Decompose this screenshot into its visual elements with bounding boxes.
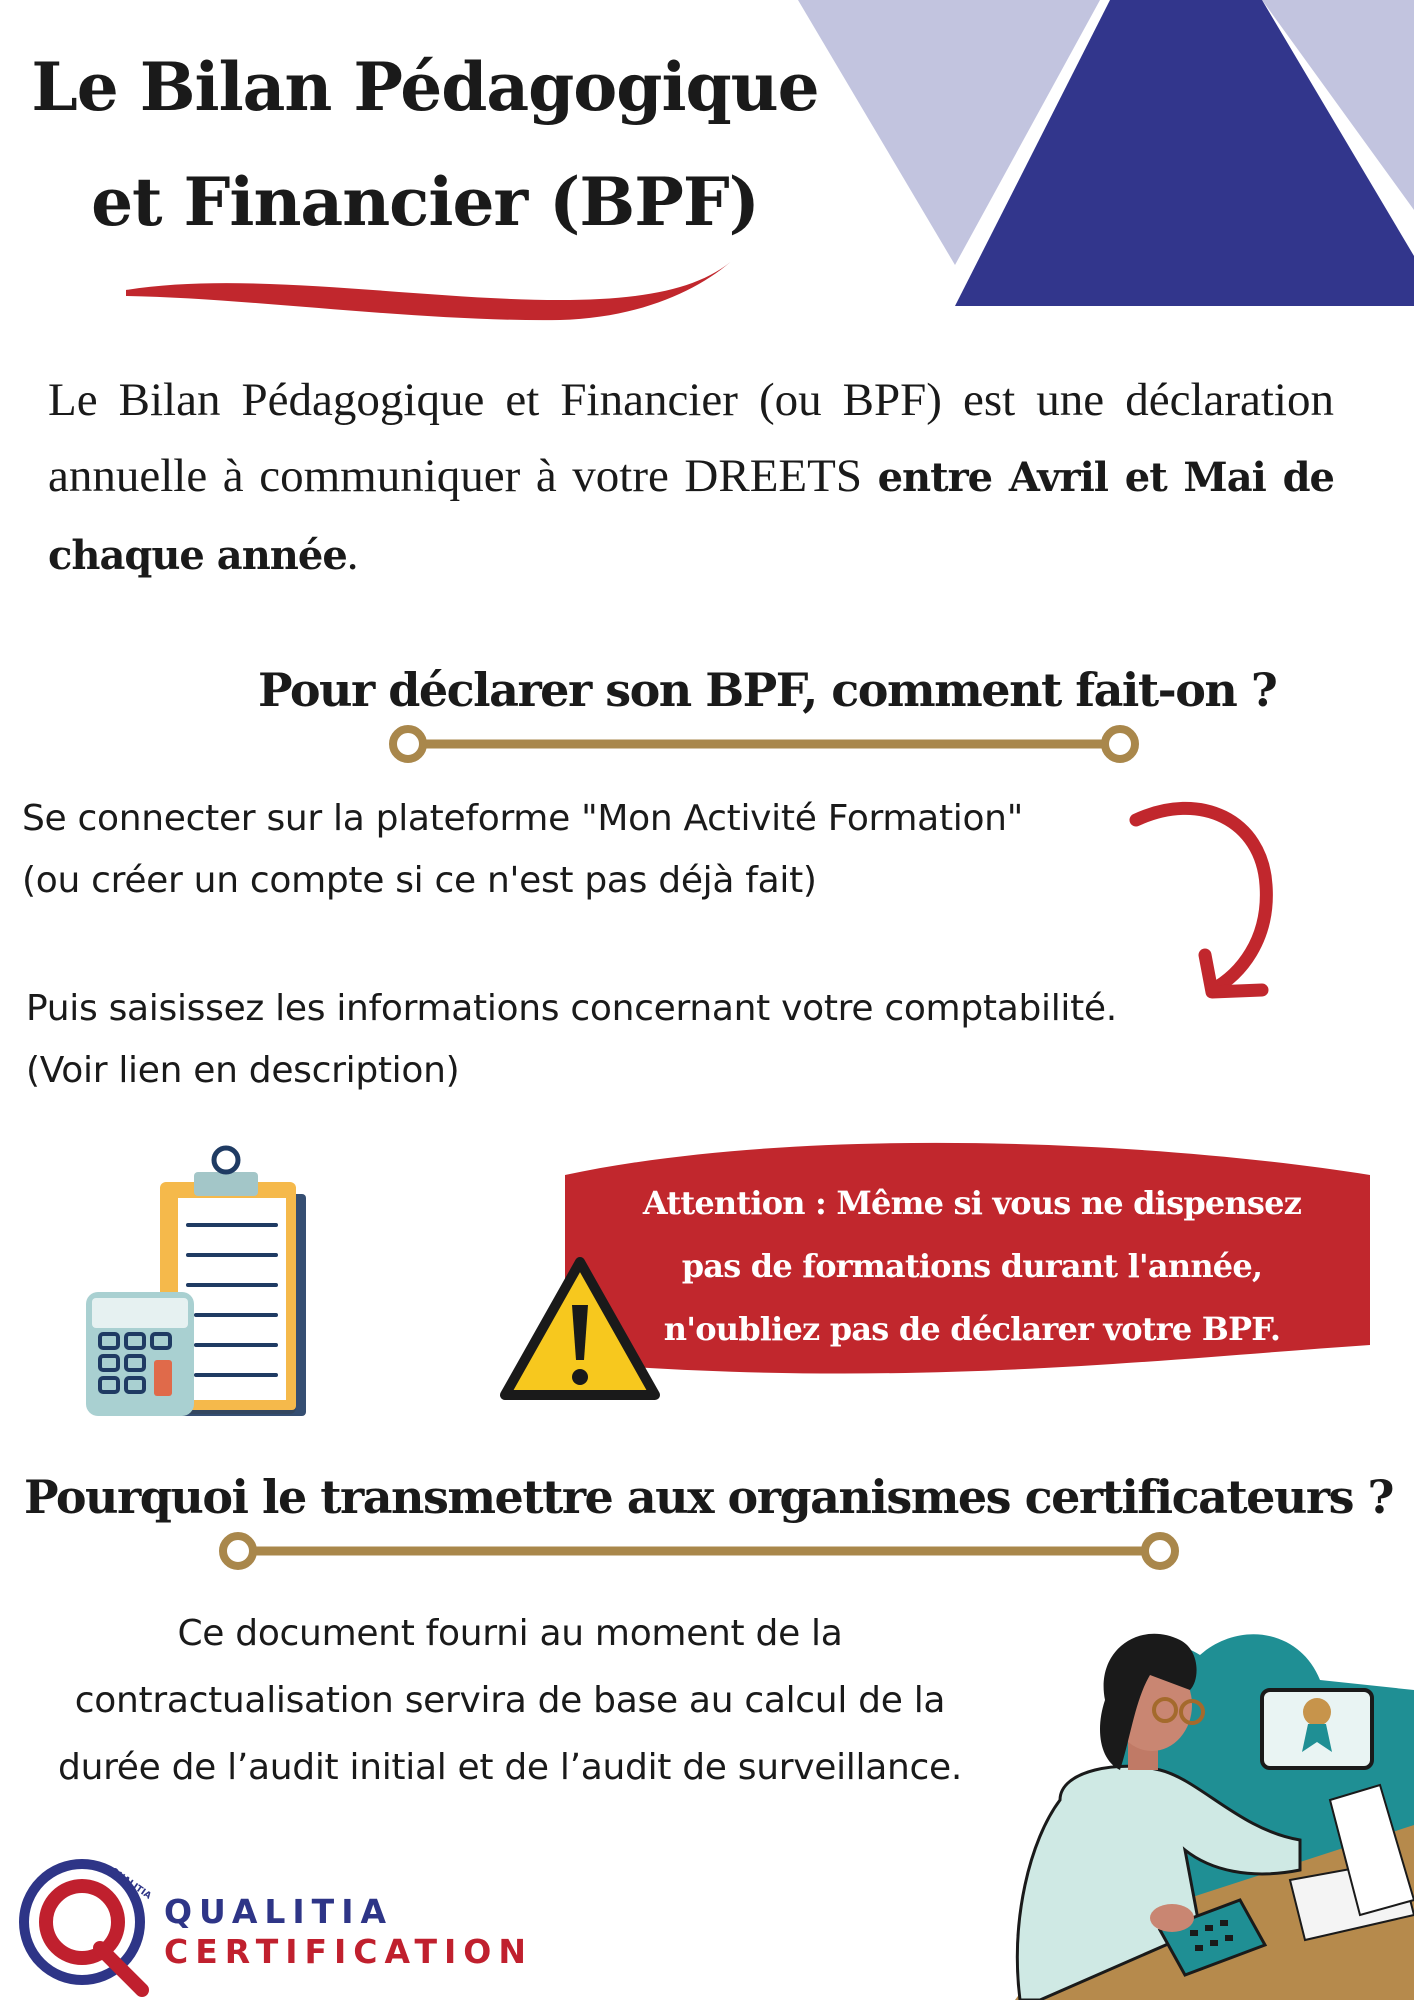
step-enter-info-line-1: Puis saisissez les informations concernant votre comptabilité. — [26, 988, 1117, 1029]
step-connect-line-1: Se connecter sur la plateforme "Mon Activité Formation" — [22, 798, 1023, 839]
warning-line-2: pas de formations durant l'année, — [681, 1247, 1263, 1285]
step-enter-info-line-2: (Voir lien en description) — [26, 1050, 460, 1091]
logo-name-bottom: CERTIFICATION — [164, 1932, 533, 1971]
step-connect-line-2: (ou créer un compte si ce n'est pas déjà fait) — [22, 860, 817, 901]
title-line-2: et Financier (BPF) — [91, 163, 759, 241]
intro-emphasis: entre Avril et Mai de chaque année — [48, 454, 1334, 579]
intro-text: Le Bilan Pédagogique et Financier (ou BPF) est une déclaration annuelle à communiquer à votre DREETS — [48, 374, 1334, 502]
qualitia-logo-icon — [0, 0, 160, 2000]
logo-ring-text: QUALITIA — [108, 1866, 153, 1902]
why-line-1: Ce document fourni au moment de la — [177, 1613, 843, 1654]
warning-line-3: n'oubliez pas de déclarer votre BPF. — [663, 1310, 1281, 1348]
logo-name-top: QUALITIA — [164, 1892, 394, 1931]
why-line-2: contractualisation servira de base au calcul de la — [74, 1680, 946, 1721]
intro-end: . — [346, 528, 359, 580]
section-heading-declare: Pour déclarer son BPF, comment fait-on ? — [258, 663, 1277, 717]
section-heading-why: Pourquoi le transmettre aux organismes certificateurs ? — [24, 1470, 1393, 1524]
why-line-3: durée de l’audit initial et de l’audit de surveillance. — [58, 1747, 962, 1788]
title-line-1: Le Bilan Pédagogique — [31, 48, 819, 126]
warning-line-1: Attention : Même si vous ne dispensez — [642, 1184, 1302, 1222]
